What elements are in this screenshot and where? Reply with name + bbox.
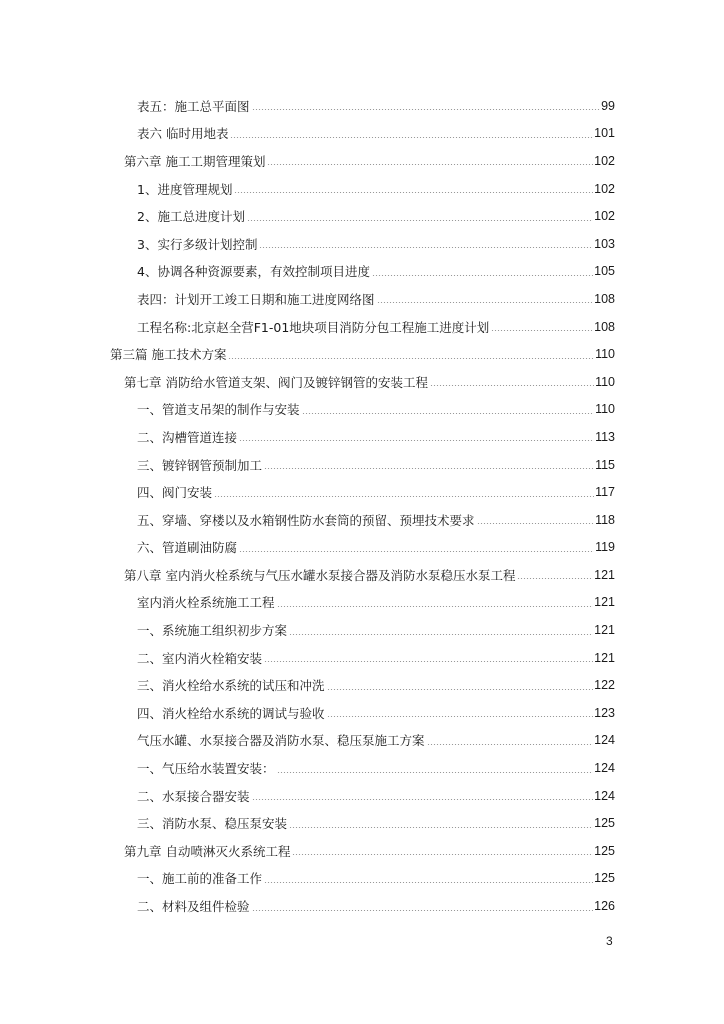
dot-leader [327, 716, 594, 717]
toc-entry-title: 3、实行多级计划控制 [137, 236, 258, 252]
toc-entry-page: 108 [594, 319, 615, 334]
dot-leader [430, 385, 594, 386]
toc-entry-page: 121 [594, 595, 615, 610]
dot-leader [264, 468, 594, 469]
toc-entry[interactable] [0, 92, 724, 120]
dot-leader [289, 827, 593, 828]
toc-entry-page: 102 [594, 181, 615, 196]
toc-entry-page: 124 [594, 733, 615, 748]
toc-entry-title: 第七章 消防给水管道支架、阀门及镀锌钢管的安装工程 [124, 374, 428, 390]
dot-leader [377, 302, 594, 303]
toc-entry-title: 表五：施工总平面图 [137, 98, 250, 114]
toc-entry-title: 五、穿墙、穿楼以及水箱钢性防水套筒的预留、预埋技术要求 [137, 512, 475, 528]
toc-entry[interactable] [0, 258, 724, 286]
dot-leader [372, 275, 593, 276]
dot-leader [239, 440, 594, 441]
toc-entry-title: 三、消防水泵、稳压泵安装 [137, 816, 288, 832]
toc-entry-title: 2、施工总进度计划 [137, 209, 245, 225]
toc-entry-title: 表六 临时用地表 [137, 126, 229, 142]
toc-entry-title: 工程名称:北京赵全营F1-01地块项目消防分包工程施工进度计划 [137, 319, 490, 335]
dot-leader [264, 882, 593, 883]
toc-entry[interactable] [0, 561, 724, 589]
dot-leader [252, 109, 601, 110]
dot-leader [277, 606, 594, 607]
toc-entry-page: 105 [594, 264, 615, 279]
dot-leader [277, 772, 594, 773]
dot-leader [239, 551, 594, 552]
toc-entry[interactable] [0, 644, 724, 672]
dot-leader [491, 330, 593, 331]
toc-entry-title: 四、消火栓给水系统的调试与验收 [137, 705, 325, 721]
toc-entry[interactable] [0, 368, 724, 396]
toc-entry-title: 一、施工前的准备工作 [137, 871, 263, 887]
toc-entry-page: 121 [594, 567, 615, 582]
toc-entry[interactable] [0, 809, 724, 837]
toc-entry[interactable] [0, 423, 724, 451]
toc-entry-page: 113 [595, 429, 615, 444]
dot-leader [292, 854, 593, 855]
toc-entry[interactable] [0, 147, 724, 175]
dot-leader [230, 137, 593, 138]
toc-entry-page: 124 [594, 761, 615, 776]
toc-entry-title: 气压水罐、水泵接合器及消防水泵、稳压泵施工方案 [137, 733, 425, 749]
dot-leader [247, 220, 593, 221]
toc-entry-title: 第六章 施工工期管理策划 [124, 153, 266, 169]
toc-entry-title: 表四：计划开工竣工日期和施工进度网络图 [137, 291, 375, 307]
toc-entry[interactable] [0, 892, 724, 920]
dot-leader [252, 910, 594, 911]
toc-entry-page: 110 [595, 374, 615, 389]
toc-entry-page: 122 [594, 678, 615, 693]
toc-entry-title: 一、系统施工组织初步方案 [137, 623, 288, 639]
toc-entry-page: 119 [595, 540, 615, 555]
dot-leader [252, 799, 594, 800]
toc-entry-title: 室内消火栓系统施工工程 [137, 595, 275, 611]
toc-entry[interactable] [0, 202, 724, 230]
toc-entry-page: 121 [594, 623, 615, 638]
toc-entry[interactable] [0, 754, 724, 782]
toc-entry[interactable] [0, 727, 724, 755]
toc-entry-page: 124 [594, 788, 615, 803]
toc-entry-title: 四、阀门安装 [137, 485, 213, 501]
toc-entry[interactable] [0, 671, 724, 699]
toc-entry-page: 110 [595, 402, 615, 417]
dot-leader [289, 634, 593, 635]
toc-entry[interactable] [0, 534, 724, 562]
toc-entry-page: 125 [594, 816, 615, 831]
toc-entry-page: 123 [594, 705, 615, 720]
dot-leader [259, 247, 593, 248]
toc-entry-title: 1、进度管理规划 [137, 181, 233, 197]
page-number: 3 [606, 934, 613, 948]
toc-entry-title: 第八章 室内消火栓系统与气压水罐水泵接合器及消防水泵稳压水泵工程 [124, 567, 516, 583]
toc-entry-page: 103 [594, 236, 615, 251]
toc-entry-title: 一、气压给水装置安装： [137, 761, 275, 777]
toc-entry-page: 99 [601, 98, 615, 113]
toc-entry-page: 117 [595, 485, 615, 500]
toc-entry-title: 三、镀锌钢管预制加工 [137, 457, 263, 473]
toc-entry[interactable] [0, 589, 724, 617]
dot-leader [228, 358, 594, 359]
toc-entry-page: 102 [594, 209, 615, 224]
toc-entry-page: 118 [595, 512, 615, 527]
table-of-contents [0, 92, 724, 920]
dot-leader [477, 523, 595, 524]
toc-entry-title: 六、管道刷油防腐 [137, 540, 238, 556]
toc-entry-title: 一、管道支吊架的制作与安装 [137, 402, 300, 418]
toc-entry[interactable] [0, 313, 724, 341]
toc-entry-title: 三、消火栓给水系统的试压和冲洗 [137, 678, 325, 694]
toc-entry[interactable] [0, 506, 724, 534]
toc-entry-title: 二、水泵接合器安装 [137, 788, 250, 804]
dot-leader [214, 496, 594, 497]
toc-entry-page: 126 [594, 899, 615, 914]
toc-entry-page: 110 [595, 347, 615, 362]
toc-entry[interactable] [0, 340, 724, 368]
dot-leader [264, 661, 593, 662]
toc-entry[interactable] [0, 285, 724, 313]
toc-entry-page: 121 [594, 650, 615, 665]
toc-entry[interactable] [0, 396, 724, 424]
dot-leader [427, 744, 594, 745]
toc-entry[interactable] [0, 699, 724, 727]
toc-entry[interactable] [0, 451, 724, 479]
dot-leader [267, 164, 593, 165]
toc-entry-page: 115 [595, 457, 615, 472]
dot-leader [234, 192, 593, 193]
dot-leader [517, 578, 593, 579]
toc-entry[interactable] [0, 478, 724, 506]
toc-entry-page: 108 [594, 291, 615, 306]
dot-leader [327, 689, 594, 690]
dot-leader [302, 413, 595, 414]
toc-entry-page: 125 [594, 871, 615, 886]
toc-entry[interactable] [0, 175, 724, 203]
toc-entry[interactable] [0, 782, 724, 810]
toc-entry-title: 第三篇 施工技术方案 [110, 347, 227, 363]
toc-entry[interactable] [0, 616, 724, 644]
toc-entry[interactable] [0, 120, 724, 148]
toc-entry-page: 102 [594, 153, 615, 168]
toc-entry[interactable] [0, 230, 724, 258]
toc-entry-title: 4、协调各种资源要素，有效控制项目进度 [137, 264, 370, 280]
toc-entry-title: 第九章 自动喷淋灭火系统工程 [124, 843, 291, 859]
toc-entry-title: 二、室内消火栓箱安装 [137, 650, 263, 666]
toc-entry-title: 二、沟槽管道连接 [137, 429, 238, 445]
toc-entry-page: 101 [594, 126, 615, 141]
toc-entry[interactable] [0, 837, 724, 865]
toc-entry-page: 125 [594, 843, 615, 858]
toc-entry[interactable] [0, 865, 724, 893]
toc-entry-title: 二、材料及组件检验 [137, 899, 250, 915]
